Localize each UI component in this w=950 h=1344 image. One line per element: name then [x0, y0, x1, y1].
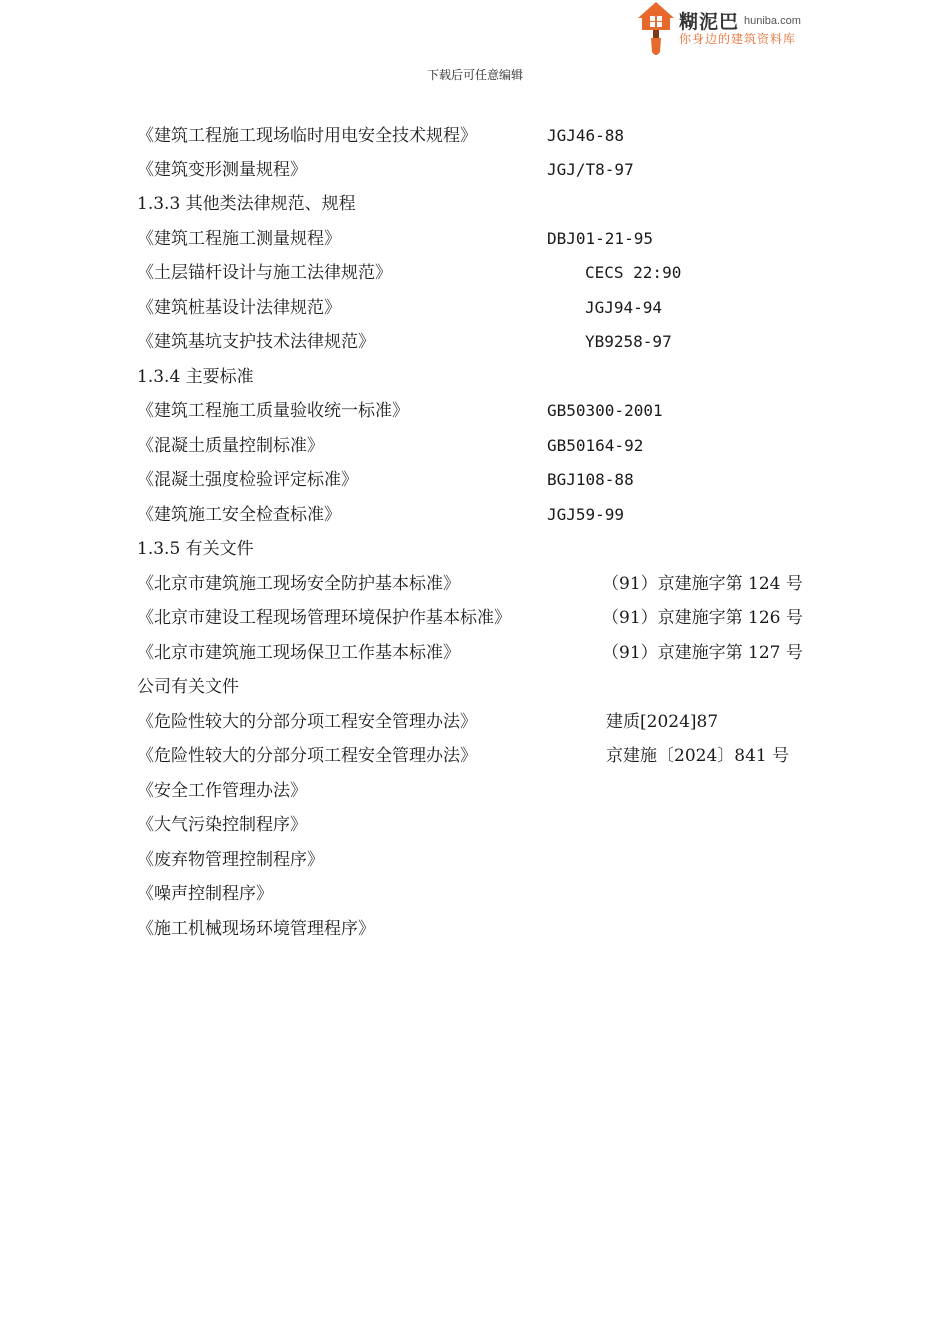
reference-title: 《建筑工程施工现场临时用电安全技术规程》: [137, 126, 477, 146]
huniba-logo: [636, 0, 816, 62]
reference-title: 《建筑施工安全检查标准》: [137, 505, 341, 525]
reference-code: CECS 22:90: [585, 263, 682, 282]
reference-code: （91）京建施字第 127 号: [602, 643, 803, 663]
reference-code: GB50164-92: [547, 436, 644, 455]
reference-title: 《噪声控制程序》: [137, 884, 273, 904]
reference-title: 《建筑变形测量规程》: [137, 160, 307, 180]
logo-brand: 糊泥巴: [679, 11, 740, 33]
reference-title: 《混凝土质量控制标准》: [137, 436, 324, 456]
reference-code: JGJ/T8-97: [547, 160, 634, 179]
reference-title: 《建筑桩基设计法律规范》: [137, 298, 341, 318]
reference-title: 《安全工作管理办法》: [137, 781, 307, 801]
reference-code: DBJ01-21-95: [547, 229, 653, 248]
reference-title: 《建筑工程施工质量验收统一标准》: [137, 401, 409, 421]
reference-title: 《土层锚杆设计与施工法律规范》: [137, 263, 392, 283]
logo-slogan: 你身边的建筑资料库: [679, 32, 797, 46]
reference-code: JGJ94-94: [585, 298, 663, 317]
reference-title: 《北京市建设工程现场管理环境保护作基本标准》: [137, 608, 511, 628]
section-heading: 1.3.5 有关文件: [137, 539, 254, 559]
reference-title: 《废弃物管理控制程序》: [137, 850, 324, 870]
reference-title: 《混凝土强度检验评定标准》: [137, 470, 358, 490]
reference-title: 《北京市建筑施工现场保卫工作基本标准》: [137, 643, 460, 663]
section-heading: 1.3.4 主要标准: [137, 367, 254, 387]
reference-code: （91）京建施字第 126 号: [602, 608, 803, 628]
reference-code: （91）京建施字第 124 号: [602, 574, 803, 594]
reference-code: GB50300-2001: [547, 401, 663, 420]
reference-title: 《危险性较大的分部分项工程安全管理办法》: [137, 746, 477, 766]
reference-code: JGJ59-99: [547, 505, 625, 524]
reference-title: 《危险性较大的分部分项工程安全管理办法》: [137, 712, 477, 732]
header-note: 下载后可任意编辑: [426, 68, 523, 82]
reference-title: 《建筑基坑支护技术法律规范》: [137, 332, 375, 352]
reference-title: 《大气污染控制程序》: [137, 815, 307, 835]
section-heading: 1.3.3 其他类法律规范、规程: [137, 194, 356, 214]
reference-code: JGJ46-88: [547, 126, 625, 145]
house-brush-icon: [636, 0, 676, 60]
reference-code: YB9258-97: [585, 332, 672, 351]
reference-title: 《建筑工程施工测量规程》: [137, 229, 341, 249]
logo-domain: huniba.com: [744, 15, 801, 27]
reference-title: 《施工机械现场环境管理程序》: [137, 919, 375, 939]
reference-title: 《北京市建筑施工现场安全防护基本标准》: [137, 574, 460, 594]
reference-code: 建质[2024]87: [606, 712, 719, 732]
section-heading: 公司有关文件: [137, 677, 239, 697]
reference-code: 京建施〔2024〕841 号: [606, 746, 790, 766]
reference-code: BGJ108-88: [547, 470, 634, 489]
